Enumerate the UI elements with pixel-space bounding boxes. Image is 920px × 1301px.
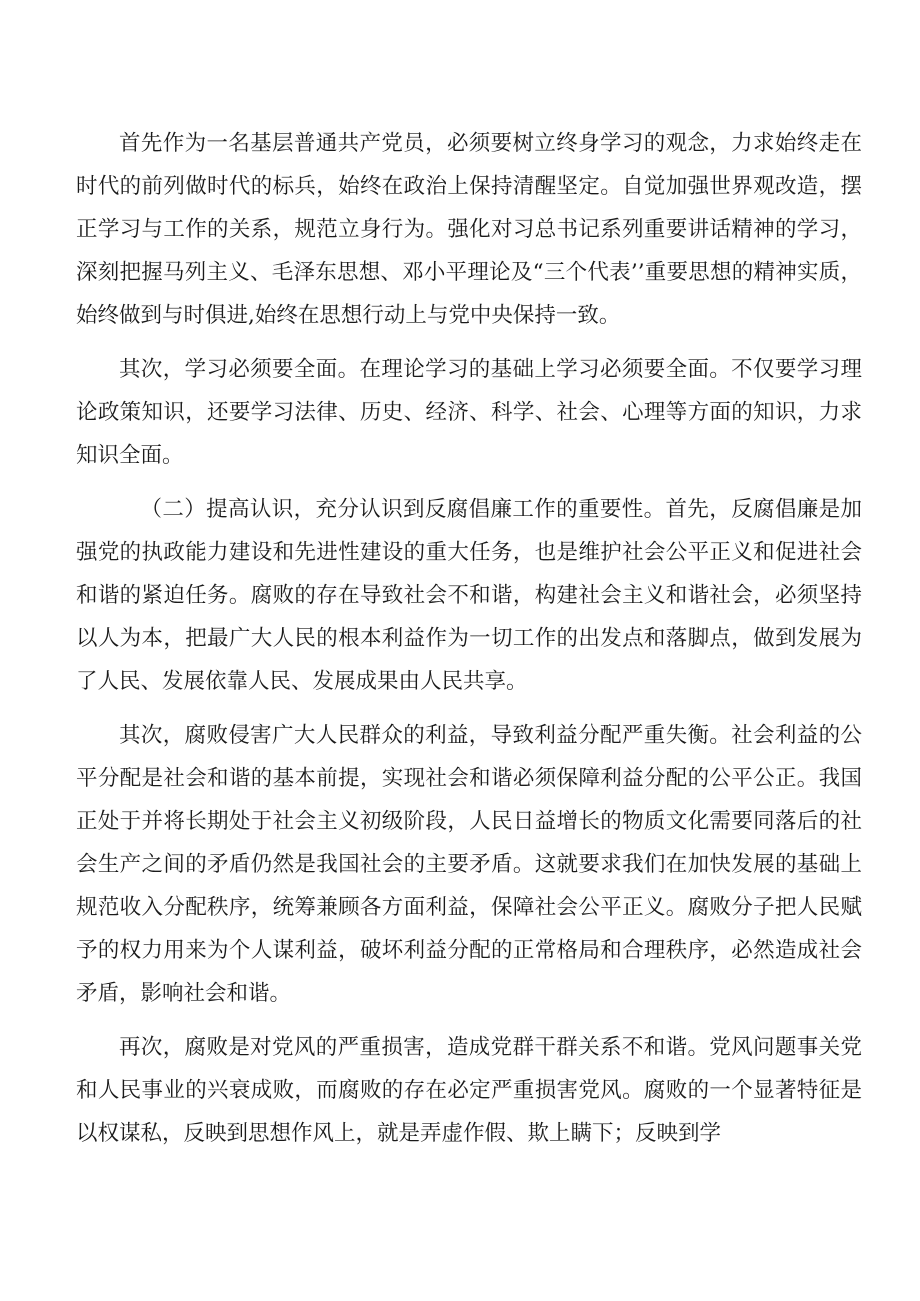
paragraph-lifelong-learning: 首先作为一名基层普通共产党员，必须要树立终身学习的观念，力求始终走在时代的前列做时代的标兵，始终在政治上保持清醒坚定。自觉加强世界观改造，摆正学习与工作的关系，规范立身行为。强化对习总书记系列重要讲话精神的学习，深刻把握马列主义、毛泽东思想、邓小平理论及“三个代表’’重要思想的精神实质，始终做到与时俱进,始终在思想行动上与党中央保持一致。	[76, 131, 862, 328]
paragraph-party-conduct: 再次，腐败是对党风的严重损害，造成党群干群关系不和谐。党风问题事关党和人民事业的兴衰成败，而腐败的存在必定严重损害党风。腐败的一个显著特征是以权谋私，反映到思想作风上，就是弄虚作假、欺上瞒下；反映到学	[76, 1035, 862, 1146]
document-body	[76, 122, 862, 1166]
paragraph-anti-corruption-importance: （二）提高认识，充分认识到反腐倡廉工作的重要性。首先，反腐倡廉是加强党的执政能力建设和先进性建设的重大任务，也是维护社会公平正义和促进社会和谐的紧迫任务。腐败的存在导致社会不和谐，构建社会主义和谐社会，必须坚持以人为本，把最广大人民的根本利益作为一切工作的出发点和落脚点，做到发展为了人民、发展依靠人民、发展成果由人民共享。	[76, 497, 862, 694]
paragraph-interest-distribution: 其次，腐败侵害广大人民群众的利益，导致利益分配严重失衡。社会利益的公平分配是社会和谐的基本前提，实现社会和谐必须保障利益分配的公平公正。我国正处于并将长期处于社会主义初级阶段，人民日益增长的物质文化需要同落后的社会生产之间的矛盾仍然是我国社会的主要矛盾。这就要求我们在加快发展的基础上规范收入分配秩序，统筹兼顾各方面利益，保障社会公平正义。腐败分子把人民赋予的权力用来为个人谋利益，破坏利益分配的正常格局和合理秩序，必然造成社会矛盾，影响社会和谐。	[76, 723, 862, 1006]
paragraph-comprehensive-learning: 其次，学习必须要全面。在理论学习的基础上学习必须要全面。不仅要学习理论政策知识，还要学习法律、历史、经济、科学、社会、心理等方面的知识，力求知识全面。	[76, 357, 862, 468]
